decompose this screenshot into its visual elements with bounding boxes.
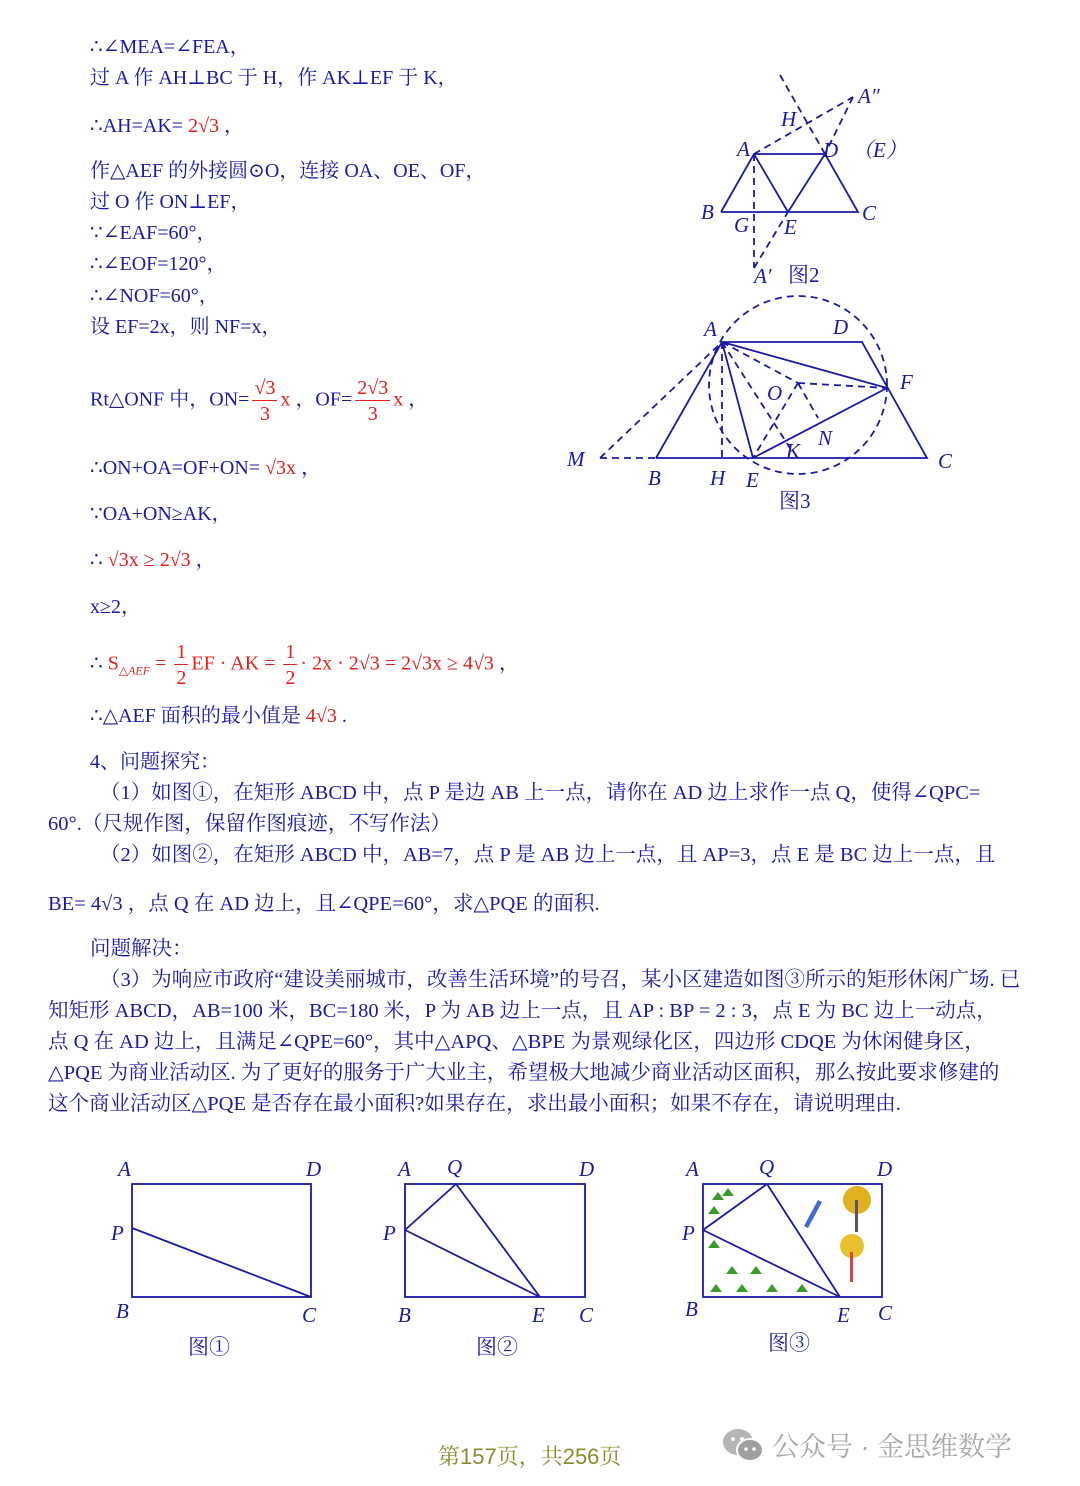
text-segment: ∴	[90, 549, 108, 571]
watermark	[722, 1425, 1012, 1464]
math-highlight: 4√3	[305, 705, 337, 727]
text-segment: 60°.（尺规作图，保留作图痕迹，不写作法）	[48, 813, 451, 835]
text-line	[90, 37, 250, 57]
label-F: F	[900, 370, 913, 394]
math-highlight: 2√3	[188, 115, 220, 137]
label-B: B	[648, 466, 661, 490]
watermark-text: 公众号 · 金思维数学	[772, 1432, 1012, 1462]
text-segment: ，	[190, 549, 216, 571]
point-label: C	[878, 1301, 893, 1325]
figure-2-dashed-lines	[754, 75, 853, 268]
point-label: P	[383, 1221, 396, 1245]
text-line	[90, 642, 519, 688]
text-line	[48, 1032, 985, 1053]
text-line	[100, 783, 980, 804]
denominator: 2	[176, 667, 187, 689]
point-label: B	[116, 1299, 129, 1323]
text-segment: ，OF=	[290, 388, 353, 411]
text-line	[90, 317, 281, 337]
text-line	[90, 939, 193, 960]
label-E-paren: （E）	[852, 138, 907, 162]
text-line	[100, 845, 995, 866]
point-label: C	[579, 1303, 594, 1327]
point-label: Q	[759, 1155, 775, 1179]
point-label: P	[682, 1221, 695, 1245]
denominator: 2	[285, 667, 296, 689]
label-A-double-prime: A″	[858, 84, 880, 108]
text-line	[90, 597, 141, 617]
point-label: Q	[447, 1155, 463, 1179]
point-label: B	[685, 1297, 698, 1321]
fitness-equipment-decorations	[804, 1186, 871, 1282]
plant-decorations	[708, 1188, 808, 1292]
point-label: A	[118, 1157, 131, 1181]
math-highlight: √3x ≥ 2√3	[107, 549, 191, 571]
point-label: D	[306, 1157, 322, 1181]
point-label: D	[579, 1157, 595, 1181]
text-line	[90, 116, 244, 136]
fraction	[355, 378, 390, 424]
denominator: 3	[367, 403, 378, 425]
numerator: 1	[176, 641, 187, 663]
label-E: E	[784, 215, 797, 239]
label-H: H	[781, 107, 797, 131]
text-line	[48, 814, 451, 835]
text-segment: （2）如图②，在矩形 ABCD 中，AB=7，点 P 是 AB 边上一点，且 AP=3，点 E 是 BC 边上一点，且	[100, 844, 996, 866]
text-line	[90, 378, 428, 424]
math-highlight: x	[280, 388, 291, 411]
text-line	[90, 458, 321, 478]
text-segment: 问题解决：	[90, 938, 193, 960]
text-segment: 这个商业活动区△PQE 是否存在最小面积?如果存在，求出最小面积；如果不存在，请说明理由.	[48, 1093, 901, 1115]
point-label: E	[837, 1303, 850, 1327]
text-segment: .	[336, 705, 347, 727]
math-highlight: √3x	[265, 457, 297, 479]
denominator: 3	[259, 403, 270, 425]
figure-3-dashed-lines	[600, 296, 887, 474]
point-label: B	[398, 1303, 411, 1327]
text-segment: ，	[296, 457, 322, 479]
text-segment: 过 O 作 ON⊥EF，	[90, 191, 251, 213]
label-B: B	[701, 200, 714, 224]
figure-circle-3	[681, 1155, 893, 1355]
point-label: E	[532, 1303, 545, 1327]
figure-3-caption: 图③	[768, 1331, 810, 1355]
point-label: A	[398, 1157, 411, 1181]
text-segment: ∴AH=AK=	[90, 115, 189, 137]
figure-2-caption: 图2	[788, 263, 820, 287]
figure-2-solid-lines	[721, 154, 858, 212]
label-K: K	[786, 439, 801, 463]
label-M: M	[567, 447, 585, 471]
math-highlight: S	[107, 652, 119, 675]
text-line	[90, 161, 485, 181]
text-line	[90, 706, 347, 726]
text-segment: ∵OA+ON≥AK，	[90, 503, 232, 525]
text-segment: ∴∠EOF=120°，	[90, 253, 227, 275]
text-segment: 知矩形 ABCD，AB=100 米，BC=180 米，P 为 AB 边上一点，且 AP : BP = 2 : 3，点 E 为 BC 边上一动点，	[48, 1000, 997, 1022]
text-line	[90, 286, 219, 306]
text-line	[48, 1001, 997, 1022]
figure-3-caption: 图3	[779, 489, 811, 513]
text-segment: （3）为响应市政府“建设美丽城市，改善生活环境”的号召，某小区建造如图③所示的矩形休闲广场. 已	[100, 969, 1021, 991]
math-highlight: x	[393, 388, 404, 411]
fraction	[252, 378, 277, 424]
point-label: D	[877, 1157, 893, 1181]
numerator: 1	[285, 641, 296, 663]
wechat-icon	[722, 1427, 764, 1463]
label-D: D	[823, 138, 839, 162]
figure-1-caption: 图①	[188, 1335, 230, 1359]
label-E: E	[746, 468, 759, 492]
text-line	[90, 254, 227, 274]
numerator: 2√3	[357, 377, 389, 399]
math-highlight: · 2x · 2√3 = 2√3x ≥ 4√3	[300, 652, 494, 675]
page-number: 第157页，共256页	[438, 1444, 622, 1469]
text-segment: ∴	[90, 652, 108, 675]
math-highlight: =	[150, 652, 172, 675]
fraction	[283, 642, 297, 688]
point-label: C	[302, 1303, 317, 1327]
text-segment: ，	[219, 115, 245, 137]
text-segment: Rt△ONF 中，ON=	[90, 388, 250, 411]
text-line	[90, 550, 216, 570]
subscript: △AEF	[118, 663, 151, 678]
text-segment: （1）如图①，在矩形 ABCD 中，点 P 是边 AB 上一点，请你在 AD 边上求作一点 Q，使得∠QPC=	[100, 782, 981, 804]
figure-circle-1	[110, 1157, 321, 1359]
text-segment: ∴△AEF 面积的最小值是	[90, 705, 306, 727]
label-A: A	[737, 137, 750, 161]
text-line	[48, 1063, 999, 1084]
text-line	[90, 192, 250, 212]
label-H: H	[710, 466, 726, 490]
text-segment: ∴∠NOF=60°，	[90, 285, 219, 307]
math-highlight: EF · AK =	[191, 652, 281, 675]
text-segment: x≥2，	[90, 596, 141, 618]
label-C: C	[938, 449, 953, 473]
text-segment: ∵∠EAF=60°，	[90, 222, 217, 244]
fraction	[174, 642, 188, 688]
text-line	[90, 68, 458, 88]
text-line	[48, 1094, 901, 1115]
text-segment: 点 Q 在 AD 边上，且满足∠QPE=60°，其中△APQ、△BPE 为景观绿化区，四边形 CDQE 为休闲健身区，	[48, 1031, 985, 1053]
text-segment: 过 A 作 AH⊥BC 于 H，作 AK⊥EF 于 K，	[90, 67, 458, 89]
numerator: √3	[254, 377, 276, 399]
label-N: N	[818, 426, 833, 450]
label-D: D	[833, 315, 849, 339]
figure-3-solid-lines	[656, 342, 927, 458]
text-line	[90, 752, 220, 772]
text-segment: 4、问题探究：	[90, 751, 220, 773]
text-line	[90, 504, 232, 524]
label-A-prime: A′	[754, 264, 772, 288]
text-segment: △PQE 为商业活动区. 为了更好的服务于广大业主，希望极大地减少商业活动区面积，那么按此要求修建的	[48, 1062, 1000, 1084]
figure-2-caption: 图②	[476, 1335, 518, 1359]
text-segment: 作△AEF 的外接圆⊙O，连接 OA、OE、OF，	[90, 160, 486, 182]
text-segment: BE= 4√3 ，点 Q 在 AD 边上，且∠QPE=60°，求△PQE 的面积.	[48, 893, 600, 915]
figure-circle-2	[382, 1155, 594, 1359]
label-O: O	[767, 381, 783, 405]
text-line	[100, 970, 1020, 991]
text-segment: ∴∠MEA=∠FEA，	[90, 36, 250, 58]
text-segment: ∴ON+OA=OF+ON=	[90, 457, 266, 479]
text-line	[48, 894, 600, 915]
text-segment: ，	[403, 388, 429, 411]
label-C: C	[862, 201, 877, 225]
point-label: P	[111, 1221, 124, 1245]
text-segment: ，	[493, 652, 519, 675]
text-line	[90, 223, 217, 243]
label-A: A	[704, 317, 717, 341]
point-label: A	[686, 1157, 699, 1181]
label-G: G	[734, 213, 750, 237]
text-segment: 设 EF=2x，则 NF=x，	[90, 316, 282, 338]
